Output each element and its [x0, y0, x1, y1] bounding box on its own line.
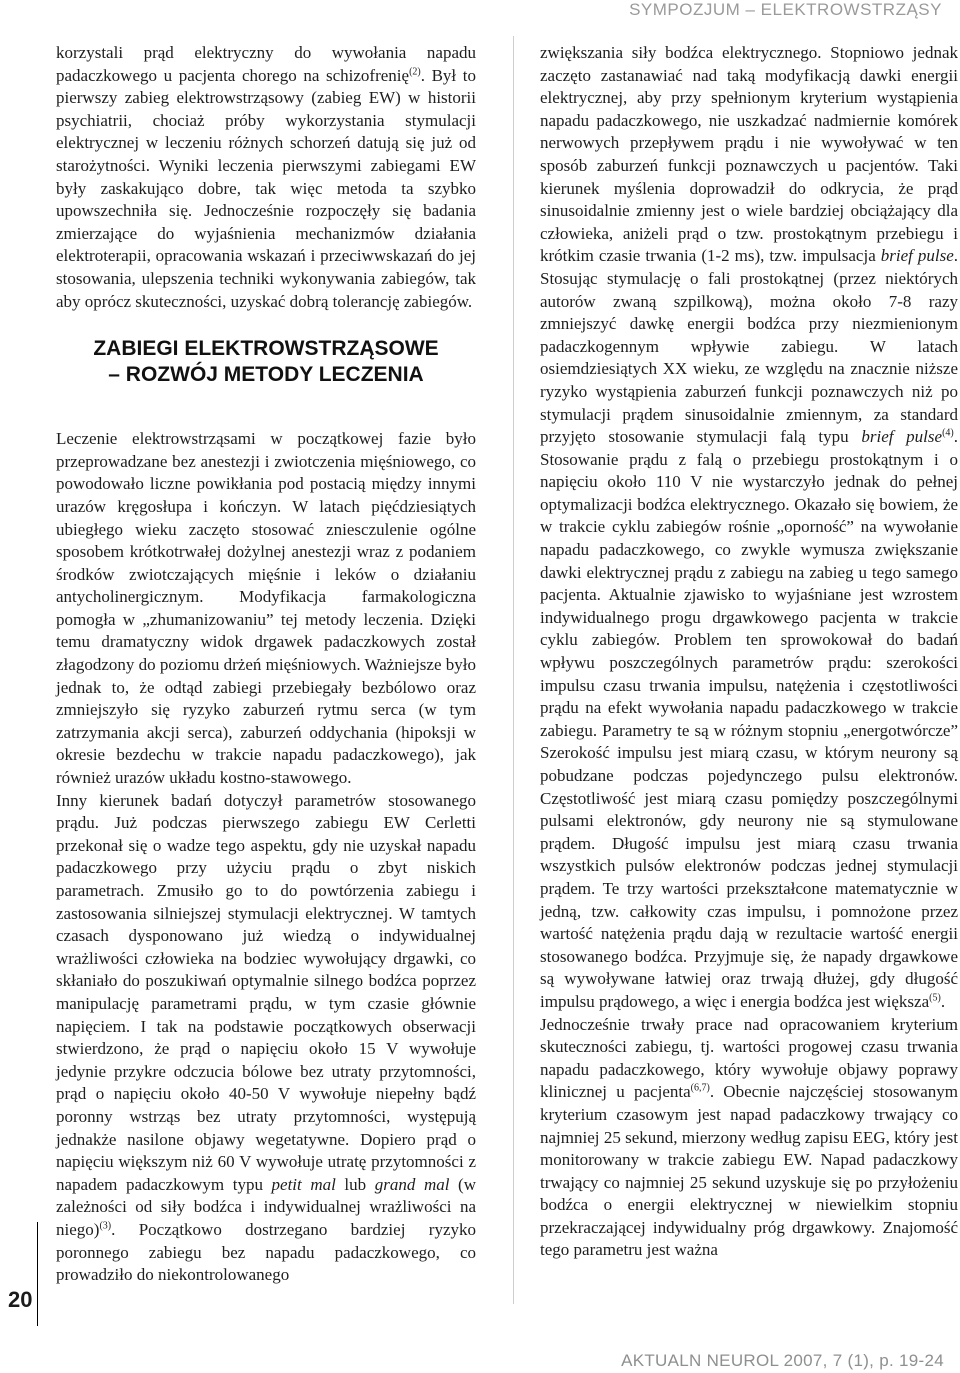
left-column	[56, 42, 476, 1287]
page-number: 20	[8, 1287, 33, 1312]
citation-ref: (4)	[942, 427, 954, 439]
citation-ref: (2)	[409, 65, 421, 77]
column-divider	[513, 36, 514, 1304]
paragraph: Inny kierunek badań dotyczył parametrów stosowanego prądu. Już podczas pierwszego zabiegu EW Cerletti przekonał się o wadze tego aspektu, gdy nie uzyskał napadu padaczkowego przy użyciu prądu o zbyt niskich parametrach. Zmusiło go to do powtórzenia zabiegu i zastosowania silniejszej stymulacji elektrycznej. W tamtych czasach dysponowano już wiedzą o indywidualnej wrażliwości człowieka na bodziec wywołujący drgawki, co skłaniało do poszukiwań optymalnie silnego bodźca poprzez manipulację parametrami prądu, w tym czasie głównie napięciem. I tak na podstawie początkowych obserwacji stwierdzono, że prąd o napięciu około 15 V wywołuje jedynie przykre odczucia bólowe bez utraty przytomności, prąd o napięciu około 40-50 V wywołuje niepełny bądź poronny wstrząs bez utraty przytomności, występują jednakże nasilone objawy wegetatywne. Dopiero prąd o napięciu większym niż 60 V wywołuje utratę przytomności z napadem padaczkowym typu petit mal lub grand mal (w zależności od siły bodźca i indywidualnej wrażliwości na niego)$^{(3)}$. Początkowo dostrzegano bardziej ryzyko poronnego zabiegu bez napadu padaczkowego, co prowadziło do niekontrolowanego	[56, 790, 476, 1285]
section-heading-line: – ROZWÓJ METODY LECZENIA	[108, 363, 424, 387]
paragraph: zwiększania siły bodźca elektrycznego. Stopniowo jednak zaczęto zastanawiać nad taką modyfikacją dawki energii elektrycznej, aby przy spełnionym kryterium wystąpienia napadu padaczkowego, nie uszkadzać nadmiernie komórek nerwowych przepływem prądu i nie wywoływać w ten sposób zaburzeń funkcji poznawczych u pacjentów. Taki kierunek myślenia doprowadził do odkrycia, że prąd sinusoidalnie zmienny jest o wiele bardziej obciążający dla człowieka, aniżeli prąd o tzw. prostokątnym przebiegu i krótkim czasie trwania (1-2 ms), tzw. impulsacja brief pulse. Stosując stymulację o fali prostokątnej (przez niektórych autorów zwaną szpilkową), można około 7-8 razy zmniejszyć dawkę energii bodźca przy niezmienionym padaczkogennym wpływie zabiegu. W latach osiemdziesiątych XX wieku, ze względu na znacznie niższe ryzyko wystąpienia zaburzeń funkcji poznawczych niż po stymulacji prądem sinusoidalnie zmiennym, za standard przyjęto stosowanie stymulacji falą typu brief pulse$^{(4)}$. Stosowanie prądu z falą o przebiegu prostokątnym i o napięciu około 110 V nie wystarczyło jednak do pełnej optymalizacji bodźca elektrycznego. Okazało się bowiem, że w trakcie cyklu zabiegów rośnie „oporność” na wywołanie napadu padaczkowego, co zwykle wymusza zwiększanie dawki elektrycznej prądu z zabiegu na zabieg u tego samego pacjenta. Aktualnie zjawisko to wyjaśniane jest wzrostem indywidualnego progu drgawkowego pacjenta w trakcie cyklu zabiegów. Problem ten sprowokował do badań wpływu poszczególnych parametrów prądu: szerokości impulsu czasu trwania impulsu, natężenia i częstotliwości prądu na efekt wywołania napadu padaczkowego w trakcie zabiegu. Parametry te są w różnym stopniu „energotwórcze” Szerokość impulsu jest miarą czasu, w którym neurony są pobudzane podczas pojedynczego pulsu elektronów. Częstotliwość jest miarą czasu pomiędzy poszczególnymi pulsami elektronów, gdy neurony nie są stymulowane prądem. Długość impulsu jest miarą czasu trwania wszystkich pulsów elektronów podczas jednej stymulacji prądem. Te trzy wartości przekształcone matematycznie w jedną, tzw. całkowity czas impulsu, i pomnożone przez wartość natężenia prądu dają w rezultacie wartość energii stosowanego bodźca. Przyjmuje się, że napady drgawkowe są wywoływane łatwiej oraz trwają dłużej, gdy długość impulsu prądowego, a więc i energia bodźca jest większa$^{(5)}$.	[540, 43, 958, 1011]
section-heading	[56, 336, 476, 388]
paragraph: Jednocześnie trwały prace nad opracowaniem kryterium skuteczności zabiegu, tj. wartości progowej czasu trwania napadu padaczkowego, który wywołuje objawy poprawy klinicznej u pacjenta$^{(6,7)}$. Obecnie najczęściej stosowanym kryterium czasowym jest napad padaczkowy trwający co najmniej 25 sekund, mierzony według zapisu EEG, który jest monitorowany w trakcie zabiegu EW. Napad padaczkowy trwający co najmniej 25 sekund uzyskuje się po przyłożeniu bodźca o energii elektrycznej w niewielkim stopniu przekraczającej indywidualny próg drgawkowy. Znajomość tego parametru jest ważna	[540, 1014, 958, 1260]
citation-ref: (6,7)	[690, 1082, 710, 1094]
citation-ref: (5)	[929, 992, 941, 1004]
citation-ref: (3)	[99, 1220, 112, 1232]
paragraph: korzystali prąd elektryczny do wywołania napadu padaczkowego u pacjenta chorego na schizofrenię$^{(2)}$. Był to pierwszy zabieg elektrowstrząsowy (zabieg EW) w historii psychiatrii, chociaż próby wykorzystania stymulacji elektrycznej w leczeniu różnych schorzeń datują się już od starożytności. Wyniki leczenia pierwszymi zabiegami EW były zaskakująco dobre, tak więc metoda ta szybko upowszechniła się. Jednocześnie rozpoczęły się badania zmierzające do wyjaśnienia mechanizmów działania elektroterapii, opracowania wskazań i przeciwwskazań do jej stosowania, ulepszenia techniki wykonywania zabiegów, tak aby oprócz skuteczności, uzyskać dobrą tolerancję zabiegów.	[56, 43, 476, 311]
footer-citation: AKTUALN NEUROL 2007, 7 (1), p. 19-24	[621, 1351, 944, 1370]
page-number-rule	[37, 1222, 38, 1326]
right-column	[540, 42, 958, 1262]
running-head: SYMPOZJUM – ELEKTROWSTRZĄSY	[629, 0, 942, 19]
section-heading-line: ZABIEGI ELEKTROWSTRZĄSOWE	[93, 337, 439, 361]
paragraph: Leczenie elektrowstrząsami w początkowej fazie było przeprowadzane bez anestezji i zwiotczenia mięśniowego, co powodowało liczne powikłania pod postacią między innymi urazów kręgosłupa i kończyn. W latach pięćdziesiątych ubiegłego wieku zaczęto stosować zniesczulenie ogólne sposobem krótkotrwałej dożylnej anestezji wraz z podaniem środków zwiotczających mięśnie i leków o działaniu antycholinergicznym. Modyfikacja farmakologiczna pomogła w „zhumanizowaniu” tej metody leczenia. Dzięki temu dramatyczny widok drgawek padaczkowych został złagodzony do poziomu drżeń mięśniowych. Ważniejsze było jednak to, że odtąd zabiegi przebiegały bezbólowo oraz zmniejszyło się ryzyko zaburzeń rytmu serca (w tym zatrzymania akcji serca), zaburzeń oddychania (hipoksji w okresie bezdechu w trakcie napadu padaczkowego), jak również urazów układu kostno-stawowego.	[56, 429, 476, 788]
